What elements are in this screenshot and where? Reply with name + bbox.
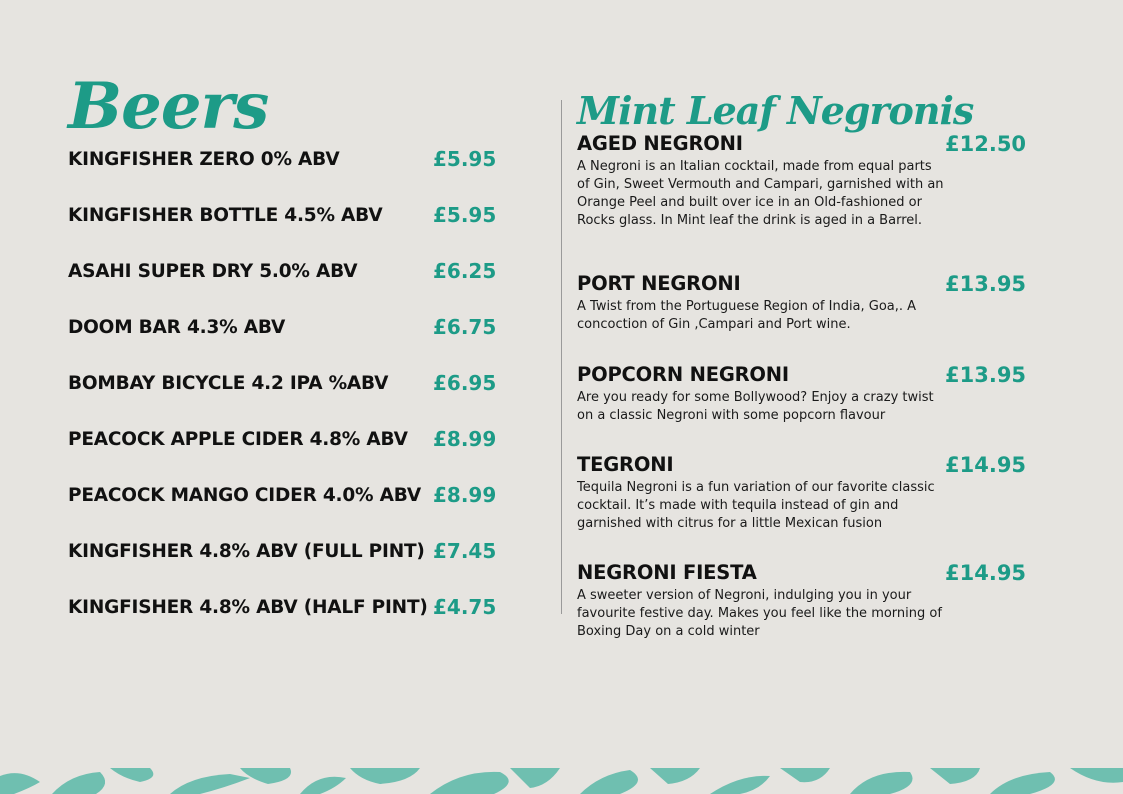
cocktail-description: Are you ready for some Bollywood? Enjoy a crazy twist on a classic Negroni with some popcorn flavour: [577, 390, 934, 423]
cocktail-name: AGED NEGRONI: [577, 132, 743, 155]
beer-price: £6.75: [433, 315, 497, 339]
beer-name: KINGFISHER ZERO 0% ABV: [68, 149, 340, 170]
cocktail-price: £12.50: [945, 132, 1027, 156]
cocktail-item: [577, 131, 1027, 230]
beer-name: ASAHI SUPER DRY 5.0% ABV: [68, 261, 358, 282]
beer-name: KINGFISHER BOTTLE 4.5% ABV: [68, 205, 383, 226]
beer-price: £7.45: [433, 539, 497, 563]
beer-item: [68, 425, 508, 481]
beer-price: £8.99: [433, 427, 497, 451]
cocktail-name: PORT NEGRONI: [577, 272, 741, 295]
cocktail-name: NEGRONI FIESTA: [577, 561, 757, 584]
cocktail-item: [577, 452, 1027, 533]
beer-item: [68, 257, 508, 313]
cocktail-price: £13.95: [945, 272, 1027, 296]
column-divider: [561, 100, 562, 614]
cocktail-name: TEGRONI: [577, 453, 674, 476]
beer-name: PEACOCK APPLE CIDER 4.8% ABV: [68, 429, 408, 450]
cocktail-description: A sweeter version of Negroni, indulging you in your favourite festive day. Makes you feel like the morning of Boxing Day on a cold winter: [577, 588, 942, 639]
beers-title: Beers: [68, 68, 269, 144]
beer-item: [68, 313, 508, 369]
beer-price: £8.99: [433, 483, 497, 507]
cocktail-item: [577, 560, 1027, 641]
cocktail-item: [577, 362, 1027, 425]
beer-item: [68, 145, 508, 201]
beer-price: £4.75: [433, 595, 497, 619]
beer-price: £5.95: [433, 203, 497, 227]
beer-name: DOOM BAR 4.3% ABV: [68, 317, 286, 338]
cocktail-description: Tequila Negroni is a fun variation of our favorite classic cocktail. It’s made with tequila instead of gin and garnished with citrus for a little Mexican fusion: [577, 480, 935, 531]
cocktail-description: A Twist from the Portuguese Region of India, Goa,. A concoction of Gin ,Campari and Port wine.: [577, 299, 917, 332]
beer-list: [68, 145, 508, 649]
beer-name: PEACOCK MANGO CIDER 4.0% ABV: [68, 485, 422, 506]
beer-item: [68, 593, 508, 649]
beer-item: [68, 369, 508, 425]
beer-price: £6.25: [433, 259, 497, 283]
beer-item: [68, 481, 508, 537]
cocktail-name: POPCORN NEGRONI: [577, 363, 789, 386]
cocktail-item: [577, 271, 1027, 334]
cocktail-price: £14.95: [945, 561, 1027, 585]
floral-pattern-icon: [0, 768, 1123, 794]
beer-item: [68, 537, 508, 593]
beer-name: BOMBAY BICYCLE 4.2 IPA %ABV: [68, 373, 389, 394]
beer-item: [68, 201, 508, 257]
cocktail-description: A Negroni is an Italian cocktail, made from equal parts of Gin, Sweet Vermouth and Campari, garnished with an Orange Peel and built over ice in an Old-fashioned or Rocks glass. In Mint leaf the drink is aged in a Barrel.: [577, 159, 944, 228]
negronis-title: Mint Leaf Negronis: [577, 87, 974, 133]
beer-name: KINGFISHER 4.8% ABV (FULL PINT): [68, 541, 425, 562]
beer-price: £6.95: [433, 371, 497, 395]
beer-price: £5.95: [433, 147, 497, 171]
cocktail-price: £13.95: [945, 363, 1027, 387]
beer-name: KINGFISHER 4.8% ABV (HALF PINT): [68, 597, 428, 618]
cocktail-price: £14.95: [945, 453, 1027, 477]
